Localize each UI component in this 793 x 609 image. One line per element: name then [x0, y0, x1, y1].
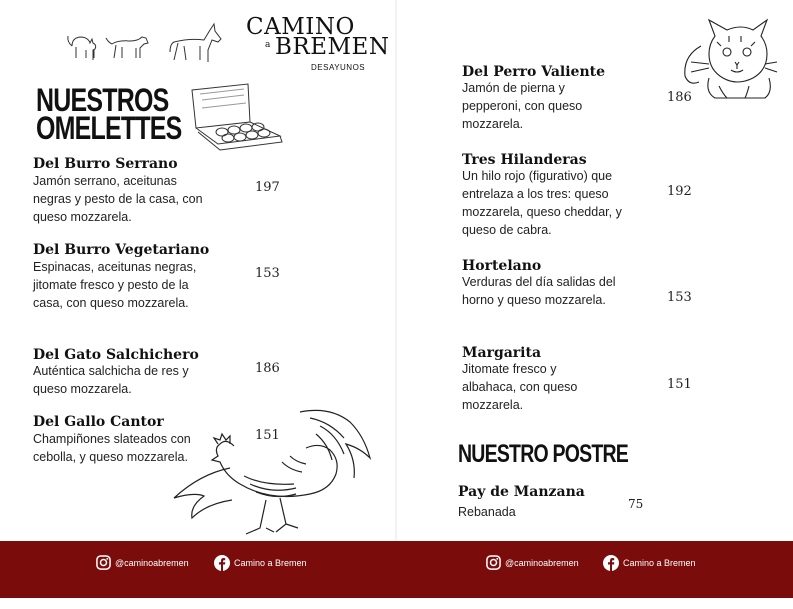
menu-item-desc: Jamón de pierna y pepperoni, con queso mozzarela. [462, 81, 583, 131]
facebook-icon [214, 555, 230, 571]
menu-item-desc: Auténtica salchicha de res y queso mozzarela. [33, 364, 189, 396]
menu-item-price: 197 [255, 180, 280, 195]
dessert-heading: NUESTRO POSTRE [458, 440, 629, 468]
instagram-handle: @caminoabremen [505, 557, 579, 568]
bottom-margin [0, 598, 793, 609]
menu-item-title: Margarita [462, 345, 542, 361]
dessert-price: 75 [628, 497, 644, 511]
menu-item-desc: Verduras del día salidas del horno y queso mozzarela. [462, 275, 616, 307]
instagram-handle: @caminoabremen [115, 557, 189, 568]
facebook-name: Camino a Bremen [234, 558, 307, 568]
facebook-name: Camino a Bremen [623, 558, 696, 568]
menu-item-price: 192 [667, 184, 692, 199]
facebook-icon [603, 555, 619, 571]
menu-item-desc: Jitomate fresco y albahaca, con queso mozzarela. [462, 362, 578, 412]
section-heading-line1: NUESTROS [36, 82, 169, 118]
menu-item-price: 186 [667, 90, 692, 105]
menu-item-title: Del Burro Vegetariano [33, 242, 210, 258]
menu-item-price: 153 [255, 266, 280, 281]
menu-item-title: Del Gato Salchichero [33, 347, 199, 363]
instagram-icon [486, 555, 501, 570]
left-menu-page [0, 0, 396, 609]
dessert-title: Pay de Manzana [458, 484, 585, 500]
dessert-desc: Rebanada [458, 505, 516, 519]
rooster-illustration [170, 404, 380, 540]
facebook-link-left[interactable] [214, 555, 307, 571]
menu-item-title: Hortelano [462, 258, 542, 274]
brand-subtitle: DESAYUNOS [311, 63, 366, 72]
menu-item-desc: Jamón serrano, aceitunas negras y pesto de la casa, con queso mozzarela. [33, 174, 203, 224]
menu-item-price: 151 [667, 377, 692, 392]
menu-item-price: 186 [255, 361, 280, 376]
menu-item-price: 153 [667, 290, 692, 305]
facebook-link-right[interactable] [603, 555, 696, 571]
menu-item-title: Del Burro Serrano [33, 156, 178, 172]
footer-bar [0, 541, 793, 598]
menu-item-desc: Champiñones slateados con cebolla, y queso mozzarela. [33, 432, 191, 464]
menu-item-title: Del Gallo Cantor [33, 414, 164, 430]
menu-item-price: 151 [255, 428, 280, 443]
brand-line2: BREMEN [275, 34, 390, 60]
egg-carton-illustration [188, 80, 284, 156]
menu-item-desc: Un hilo rojo (figurativo) que entrelaza a los tres: queso mozzarela, queso cheddar, y queso de cabra. [462, 169, 622, 237]
instagram-link-right[interactable] [486, 555, 579, 570]
cat-illustration [679, 6, 779, 104]
section-heading-line2: OMELETTES [36, 110, 182, 146]
brand-small-a: a [265, 40, 271, 50]
instagram-link-left[interactable] [96, 555, 189, 570]
menu-item-title: Tres Hilanderas [462, 152, 587, 168]
instagram-icon [96, 555, 111, 570]
animals-illustration [66, 20, 242, 62]
right-menu-page [397, 0, 793, 609]
brand-line1: CAMINO [246, 14, 355, 40]
menu-item-desc: Espinacas, aceitunas negras, jitomate fresco y pesto de la casa, con queso mozzarela. [33, 260, 197, 310]
menu-item-title: Del Perro Valiente [462, 64, 606, 80]
